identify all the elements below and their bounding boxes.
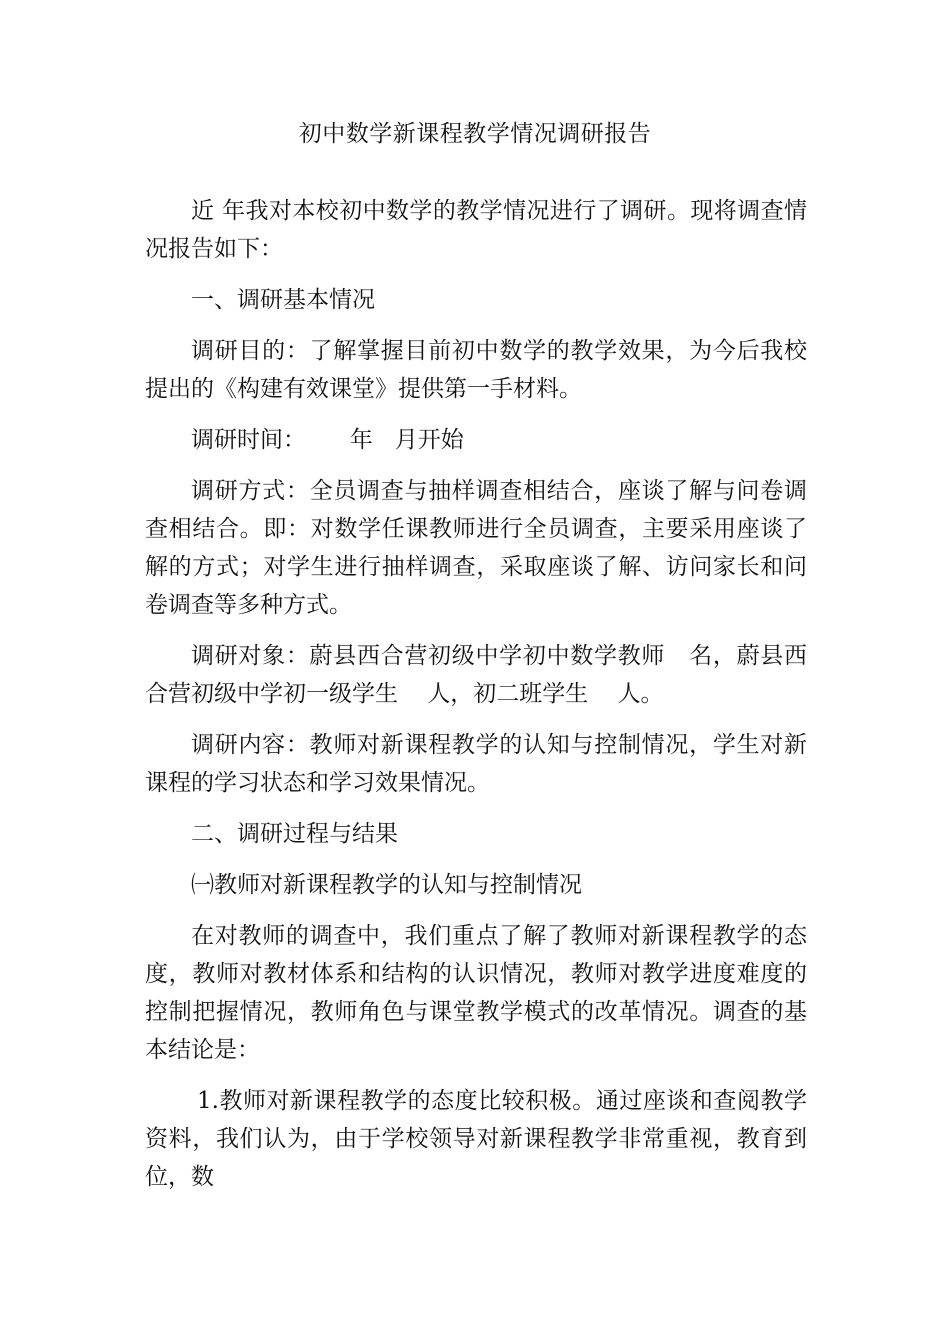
- paragraph-content: 调研内容：教师对新课程教学的认知与控制情况，学生对新课程的学习状态和学习效果情况。: [145, 732, 807, 796]
- paragraph-time: 调研时间： 年 月开始: [191, 427, 464, 453]
- section-heading-2: 二、调研过程与结果: [191, 821, 398, 847]
- subsection-heading-1: ㈠教师对新课程教学的认知与控制情况: [191, 872, 582, 898]
- paragraph-method: 调研方式：全员调查与抽样调查相结合，座谈了解与问卷调查相结合。即：对数学任课教师进行全员调查，主要采用座谈了解的方式；对学生进行抽样调查，采取座谈了解、访问家长和问卷调查等多种方式。: [145, 478, 807, 618]
- section-heading-1: 一、调研基本情况: [191, 287, 375, 313]
- paragraph-purpose: 调研目的：了解掌握目前初中数学的教学效果，为今后我校提出的《构建有效课堂》提供第一手材料。: [145, 338, 807, 402]
- document-body: [145, 192, 807, 1209]
- paragraph-teacher-survey: 在对教师的调查中，我们重点了解了教师对新课程教学的态度，教师对教材体系和结构的认识情况，教师对教学进度难度的控制把握情况，教师角色与课堂教学模式的改革情况。调查的基本结论是：: [145, 923, 807, 1063]
- paragraph-point-1: 1.教师对新课程教学的态度比较积极。通过座谈和查阅教学资料，我们认为，由于学校领导对新课程教学非常重视，教育到位，数: [145, 1088, 807, 1190]
- paragraph-intro: 近 年我对本校初中数学的教学情况进行了调研。现将调查情况报告如下：: [145, 198, 807, 262]
- document-title: 初中数学新课程教学情况调研报告: [298, 121, 652, 147]
- paragraph-subjects: 调研对象：蔚县西合营初级中学初中数学教师 名，蔚县西合营初级中学初一级学生 人，初二班学生 人。: [145, 643, 807, 707]
